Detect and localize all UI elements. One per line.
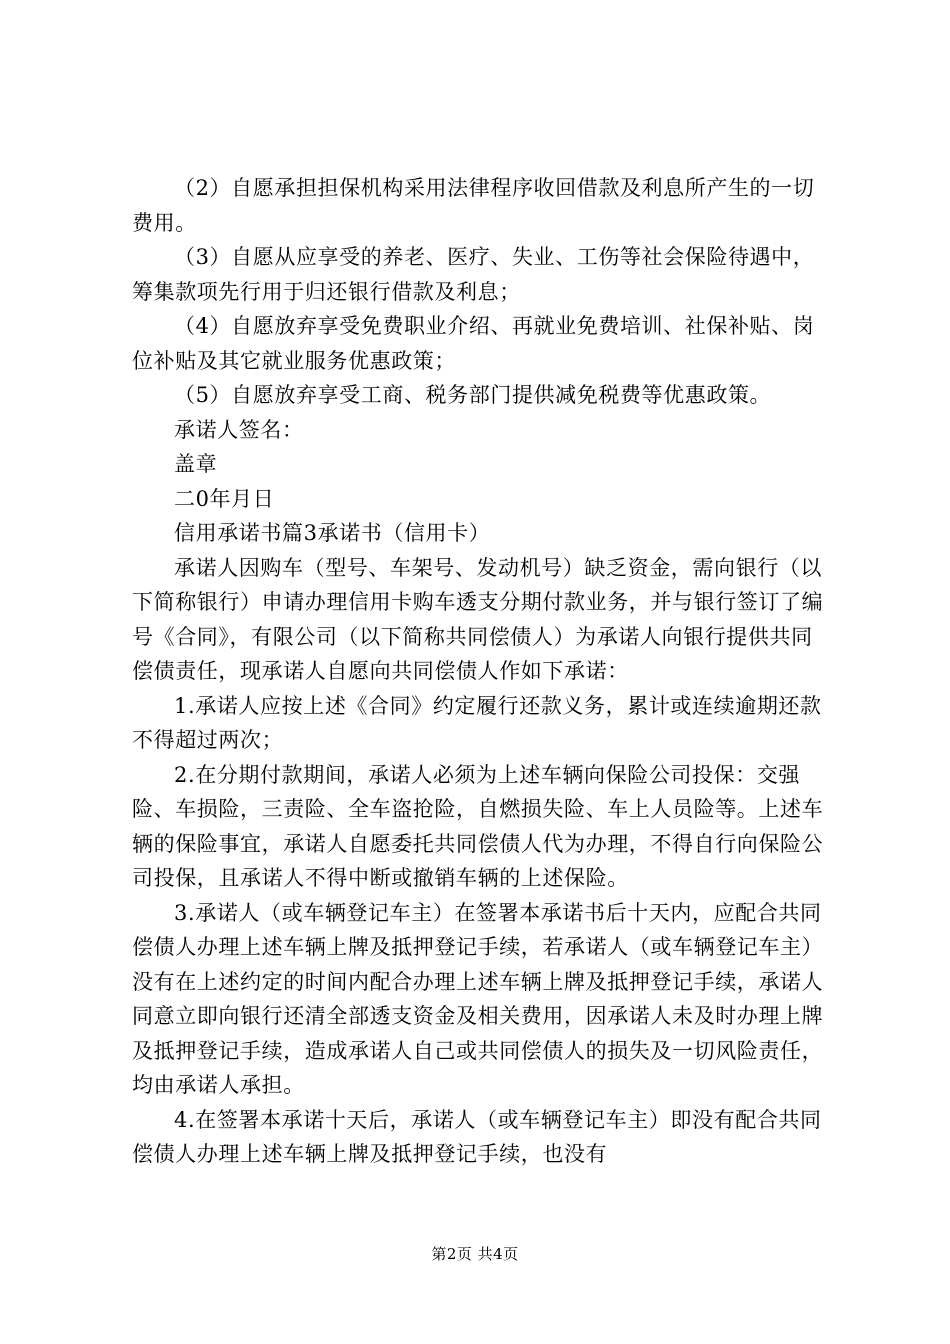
seal-label: 盖章	[174, 452, 218, 476]
paragraph: 1.承诺人应按上述《合同》约定履行还款义务，累计或连续逾期还款不得超过两次；	[132, 693, 822, 752]
page-number-footer: 第2页 共4页	[431, 1245, 519, 1263]
paragraph: （5）自愿放弃享受工商、税务部门提供减免税费等优惠政策。	[174, 383, 772, 407]
signature-label: 承诺人签名：	[174, 417, 304, 442]
document-body	[132, 171, 832, 1172]
paragraph: （3）自愿从应享受的养老、医疗、失业、工伤等社会保险待遇中，筹集款项先行用于归还银行借款及利息；	[132, 245, 815, 304]
paragraph: （4）自愿放弃享受免费职业介绍、再就业免费培训、社保补贴、岗位补贴及其它就业服务优惠政策；	[132, 314, 815, 373]
paragraph: 承诺人因购车（型号、车架号、发动机号）缺乏资金，需向银行（以下简称银行）申请办理信用卡购车透支分期付款业务，并与银行签订了编号《合同》，有限公司（以下简称共同偿债人）为承诺人向银行提供共同偿债责任，现承诺人自愿向共同偿债人作如下承诺：	[132, 555, 824, 683]
date-line: 二0年月日	[174, 486, 275, 511]
section-heading: 信用承诺书篇3承诺书（信用卡）	[174, 521, 491, 545]
paragraph: （2）自愿承担担保机构采用法律程序收回借款及利息所产生的一切费用。	[132, 176, 815, 235]
paragraph: 4.在签署本承诺十天后，承诺人（或车辆登记车主）即没有配合共同偿债人办理上述车辆上牌及抵押登记手续，也没有	[132, 1107, 822, 1166]
paragraph: 3.承诺人（或车辆登记车主）在签署本承诺书后十天内，应配合共同偿债人办理上述车辆上牌及抵押登记手续，若承诺人（或车辆登记车主）没有在上述约定的时间内配合办理上述车辆上牌及抵押登记手续，承诺人同意立即向银行还清全部透支资金及相关费用，因承诺人未及时办理上牌及抵押登记手续，造成承诺人自己或共同偿债人的损失及一切风险责任，均由承诺人承担。	[132, 900, 824, 1097]
paragraph: 2.在分期付款期间，承诺人必须为上述车辆向保险公司投保：交强险、车损险，三责险、全车盗抢险，自燃损失险、车上人员险等。上述车辆的保险事宜，承诺人自愿委托共同偿债人代为办理，不得自行向保险公司投保，且承诺人不得中断或撤销车辆的上述保险。	[132, 762, 824, 890]
